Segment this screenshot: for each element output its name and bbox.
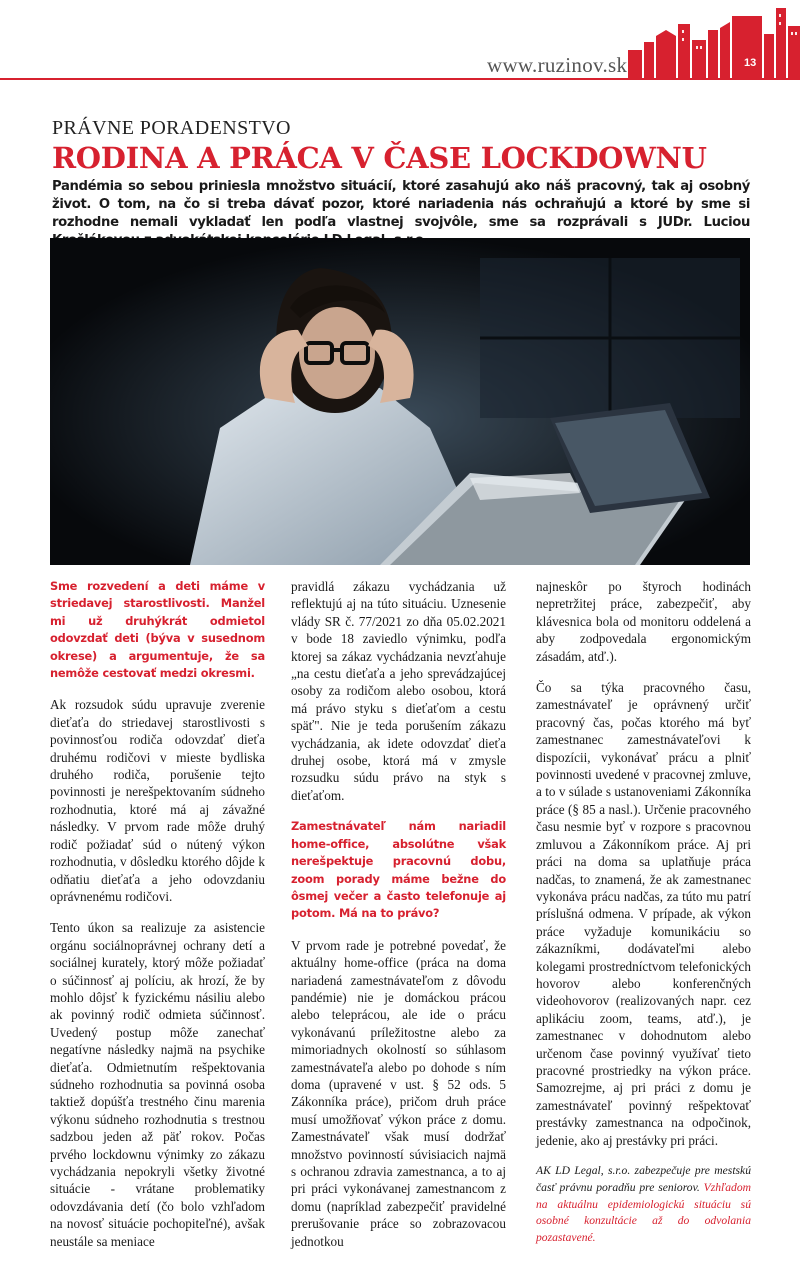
article-column-1 xyxy=(50,578,265,1264)
author-signature xyxy=(536,1163,751,1247)
photo-woman-at-laptop-icon xyxy=(50,238,750,565)
signature-text: AK LD Legal, s.r.o. zabezpečuje pre mestskú časť právnu poradňu pre seniorov. xyxy=(536,1164,751,1194)
article-title: RODINA A PRÁCA V ČASE LOCKDOWNU xyxy=(52,141,707,175)
answer-2-paragraph-1: V prvom rade je potrebné povedať, že aktuálny home-office (práca na doma nariadená zamestnávateľom z dôvodu pandémie) nie je domáckou prácou alebo teleprácou, ale ide o prácu vykonávanú príležitostne alebo za mimoriadnych okolností so súhlasom zamestnávateľa alebo po dohode s ním doma (upravené v ust. § 52 ods. 5 Zákonníka práce), pričom druh práce musí umožňovať výkon práce z domu. Zamestnávateľ však musí dodržať množstvo povinností súvisiacich najmä s ochranou zdravia zamestnanca, a to aj pri práci vykonávanej zamestnancom z domu (napríklad zabezpečiť pravidelné prerušovanie práce so zobrazovacou jednotkou xyxy=(291,937,506,1249)
article-column-3 xyxy=(536,578,751,1261)
page-number: 13 xyxy=(744,57,757,69)
article-lead: Pandémia so sebou priniesla množstvo situácií, ktoré zasahujú ako náš pracovný, tak aj osobný život. O tom, na čo si treba dávať pozor, ktoré nariadenia nás ochraňujú a ktoré by sme si rozhodne nemali vykladať len podľa vlastnej svojvôle, sme sa rozprávali s JUDr. Luciou xyxy=(52,179,750,230)
answer-2-paragraph-3: Čo sa týka pracovného času, zamestnávateľ je oprávnený určiť pracovný čas, počas ktorého má byť zamestnanec zamestnávateľovi k dispozícii, vykonávať prácu a plniť povinnosti uvedené v pracovnej zmluve, a to v súlade s ustanoveniami Zákonníka práce (§ 85 a nasl.). Určenie pracovného času nesmie byť v rozpore s pracovnou zmluvou a Zákonníkom práce. Aj pri práci na doma sa uplatňuje práca nadčas, to znamená, že ak zamestnanec vykonáva prácu nadčas, za túto mu patrí príslušná odmena. V prípade, ak výkon práce vyžaduje komunikáciu so zákazníkmi, dodávateľmi alebo kolegami prostredníctvom telefonických hovorov alebo konferenčných videohovorov (realizovaných napr. cez aplikáciu zoom, teams, atď.), je zamestnanec v dohodnutom alebo určenom čase povinný využívať tieto pracovné prostriedky na výkon práce. Samozrejme, aj pri práci z domu je zamestnávateľ povinný rešpektovať prestávky zamestnanca na odpočinok, jedenie, ako aj prestávky pri práci. xyxy=(536,680,751,1148)
answer-1-paragraph-3: pravidlá zákazu vychádzania už reflektujú aj na túto situáciu. Uznesenie vlády SR č. 77/2021 zo dňa 05.02.2021 v bode 18 zaviedlo výnimku, podľa ktorej sa zákaz vychádzania nevzťahuje „na cestu dieťaťa a jeho sprevádzajúcej osoby za rodičom alebo osobou, ktorá má právo styku s dieťaťom a cestu späť". Nie je teda porušením zákazu vychádzania, ak idete odovzdať dieťa druhej osobe, ktorá má v zmysle rozsudku súdu právo na styk s dieťaťom. xyxy=(291,579,506,803)
website-url[interactable]: www.ruzinov.sk xyxy=(487,53,628,77)
question-1: Sme rozvedení a deti máme v striedavej starostlivosti. Manžel mi už druhýkrát odmietol odovzdať deti (býva v susednom okrese) a argumentuje, že sa nemôže cestovať medzi okresmi. xyxy=(50,579,265,681)
article-column-2 xyxy=(291,578,506,1264)
page-header xyxy=(0,0,800,90)
signature-notice: Vzhľadom na aktuálnu epidemiologickú situáciu sú osobné konzultácie až do odvolania pozastavené. xyxy=(536,1180,751,1245)
article-photo xyxy=(50,238,750,565)
answer-1-paragraph-1: Ak rozsudok súdu upravuje zverenie dieťaťa do striedavej starostlivosti s povinnosťou rodiča odovzdať dieťa druhému rodičovi v mieste bydliska druhého rodiča, porušenie tejto povinnosti je nerešpektovaním súdneho rozhodnutia, ktoré má aj závažné následky. V prvom rade môže druhý rodič požiadať súd o nútený výkon rozhodnutia, v dôsledku ktorého dôjde k odňatiu dieťaťa a jeho odovzdaniu oprávnenému rodičovi. xyxy=(50,697,265,904)
answer-2-paragraph-2: najneskôr po štyroch hodinách nepretržitej práce, zabezpečiť, aby klávesnica bola od monitoru oddelená a aby zodpovedala ergonomickým zásadám, atď.). xyxy=(536,579,751,664)
question-2: Zamestnávateľ nám nariadil home-office, absolútne však nerešpektuje pracovnú dobu, zoom porady máme bežne do ôsmej večer a často telefonuje aj potom. Má na to právo? xyxy=(291,819,506,921)
city-skyline-graphic xyxy=(0,0,800,90)
answer-1-paragraph-2: Tento úkon sa realizuje za asistencie orgánu sociálnoprávnej ochrany detí a sociálnej kurately, ktorý môže požiadať o súčinnosť aj políciu, ak hrozí, že by mohlo dôjsť k fyzickému násiliu alebo ak povinný rodič odmieta súčinnosť. Uvedený postup môže zanechať negatívne následky najmä na psychike dieťaťa. Odmietnutím rešpektovania súdneho rozhodnutia sa povinná osoba taktiež dopúšťa trestného činu marenia výkonu súdneho rozhodnutia s trestnou sadzbou jeden až päť rokov. Počas prvého lockdownu výnimky zo zákazu vychádzania nepokryli všetky životné situácie - vrátane problematiky odovzdávania detí (čo bolo vzhľadom na novosť situácie pochopiteľné), avšak neustále sa meniace xyxy=(50,920,265,1249)
section-kicker: PRÁVNE PORADENSTVO xyxy=(52,117,291,139)
